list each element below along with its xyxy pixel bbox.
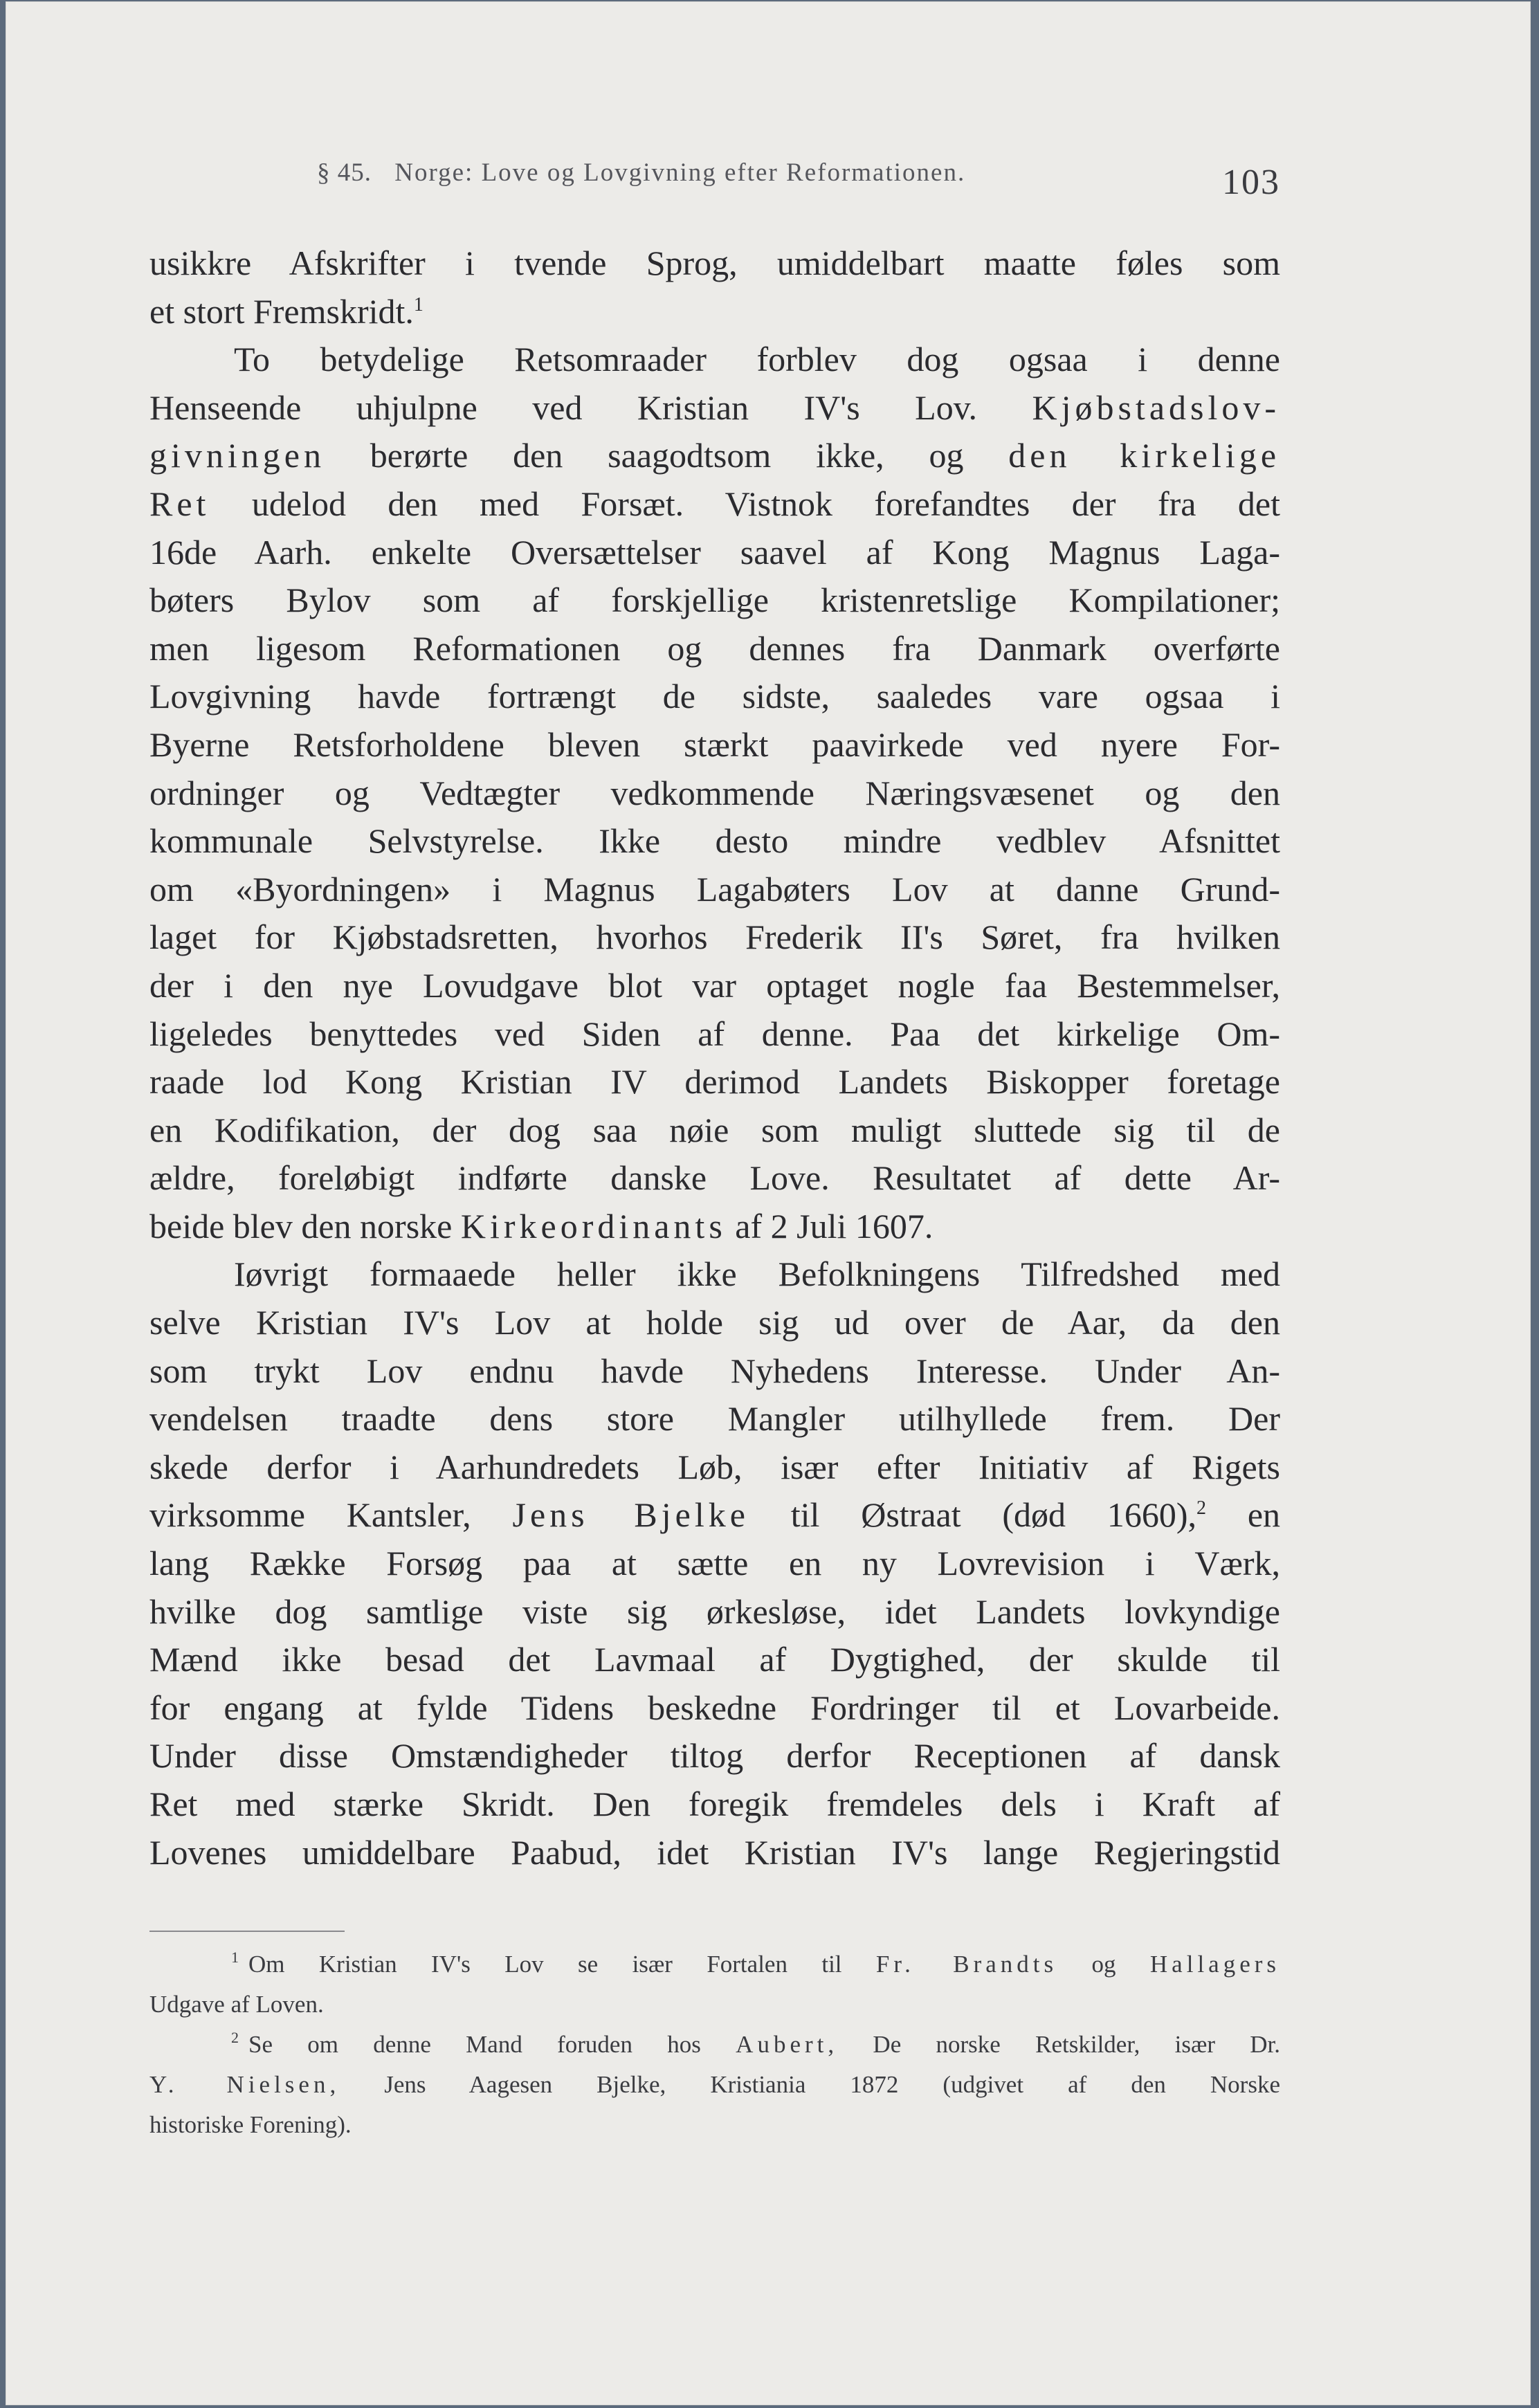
text-line: laget for Kjøbstadsretten, hvorhos Frederik II's Søret, fra hvilken <box>149 918 1280 957</box>
spaced-term: den kirkelige <box>1008 436 1281 475</box>
spaced-name: Hallagers <box>1149 1951 1281 1978</box>
spaced-term: givningen <box>149 436 325 475</box>
text-line: Under disse Omstændigheder tiltog derfor Receptionen af dansk <box>149 1736 1280 1776</box>
spaced-term: Ret <box>149 484 210 523</box>
text-line: 16de Aarh. enkelte Oversættelser saavel af Kong Magnus Laga- <box>149 532 1280 572</box>
footnote-ref: 2 <box>1196 1497 1207 1520</box>
text-line: beide blev den norske Kirkeordinants af 2 Juli 1607. <box>149 1206 934 1246</box>
text-line: ligeledes benyttedes ved Siden af denne. Paa det kirkelige Om- <box>149 1014 1280 1053</box>
text-line: hvilke dog samtlige viste sig ørkesløse, idet Landets lovkyndige <box>149 1591 1280 1631</box>
spaced-term: Kirkeordinants <box>460 1206 727 1246</box>
text-line: Lovenes umiddelbare Paabud, idet Kristian IV's lange Regjeringstid <box>149 1832 1280 1872</box>
text-line: der i den nye Lovudgave blot var optaget nogle faa Bestemmelser, <box>149 965 1280 1005</box>
text-line: men ligesom Reformationen og dennes fra Danmark overførte <box>149 628 1280 668</box>
text-line: en Kodifikation, der dog saa nøie som muligt sluttede sig til de <box>149 1110 1280 1149</box>
footnote-mark: 1 <box>231 1949 239 1966</box>
spaced-name: Aubert, <box>736 2031 839 2058</box>
paragraph-start-line: To betydelige Retsomraader forblev dog ogsaa i denne <box>234 340 1280 379</box>
text-line: et stort Fremskridt.$^1$ <box>149 291 424 331</box>
footnote-1-line: Udgave af Loven. <box>149 1991 324 2018</box>
footnote-divider <box>149 1931 345 1932</box>
footnote-2-line: $^2$ Se om denne Mand foruden hos Aubert, De norske Retskilder, især Dr. <box>231 2029 1281 2058</box>
text-line: selve Kristian IV's Lov at holde sig ud over de Aar, da den <box>149 1303 1280 1342</box>
footnote-ref: 1 <box>413 293 424 316</box>
footnote-2-line: Y. Nielsen, Jens Aagesen Bjelke, Kristiania 1872 (udgivet af den Norske <box>149 2071 1280 2098</box>
running-header <box>317 158 1286 188</box>
text-line: usikkre Afskrifter i tvende Sprog, umiddelbart maatte føles som <box>149 244 1280 282</box>
text-line: givningen berørte den saagodtsom ikke, og den kirkelige <box>149 436 1281 475</box>
book-page <box>6 1 1531 2405</box>
text-line: vendelsen traadte dens store Mangler utilhyllede frem. Der <box>149 1399 1280 1439</box>
text-line: virksomme Kantsler, Jens Bjelke til Østraat (død 1660),$^2$ en <box>149 1495 1281 1535</box>
footnote-mark: 2 <box>231 2029 239 2046</box>
text-line: Mænd ikke besad det Lavmaal af Dygtighed, der skulde til <box>149 1640 1280 1679</box>
text-line: ældre, foreløbigt indførte danske Love. Resultatet af dette Ar- <box>149 1158 1280 1198</box>
text-line: Byerne Retsforholdene bleven stærkt paavirkede ved nyere For- <box>149 724 1280 764</box>
text-line: raade lod Kong Kristian IV derimod Landets Biskopper foretage <box>149 1062 1280 1102</box>
text-line: kommunale Selvstyrelse. Ikke desto mindre vedblev Afsnittet <box>149 821 1280 861</box>
text-line: Henseende uhjulpne ved Kristian IV's Lov. Kjøbstadslov- <box>149 387 1281 427</box>
text-line: lang Række Forsøg paa at sætte en ny Lovrevision i Værk, <box>149 1544 1280 1583</box>
paragraph-start-line: Iøvrigt formaaede heller ikke Befolkningens Tilfredshed med <box>234 1255 1280 1294</box>
text-line: ordninger og Vedtægter vedkommende Næringsvæsenet og den <box>149 773 1280 812</box>
text-line: for engang at fylde Tidens beskedne Fordringer til et Lovarbeide. <box>149 1688 1280 1727</box>
body-text <box>149 239 1280 1877</box>
text-line: som trykt Lov endnu havde Nyhedens Interesse. Under An- <box>149 1351 1280 1390</box>
text-line: Lovgivning havde fortrængt de sidste, saaledes vare ogsaa i <box>149 677 1280 716</box>
footnote-1-line: $^1$ Om Kristian IV's Lov se især Fortalen til Fr. Brandts og Hallagers <box>231 1949 1281 1978</box>
text-line: Ret med stærke Skridt. Den foregik fremdeles dels i Kraft af <box>149 1785 1280 1823</box>
spaced-name: Y. Nielsen, <box>149 2071 340 2098</box>
text-line: bøters Bylov som af forskjellige kristenretslige Kompilationer; <box>149 581 1280 620</box>
footnotes <box>149 1944 1280 2145</box>
spaced-term: Jens Bjelke <box>512 1495 749 1535</box>
section-number: § 45. <box>317 158 372 187</box>
page-number: 103 <box>1222 163 1280 202</box>
footnote-2-line: historiske Forening). <box>149 2111 352 2138</box>
running-title: Norge: Love og Lovgivning efter Reformationen. <box>394 158 966 187</box>
text-line: om «Byordningen» i Magnus Lagabøters Lov at danne Grund- <box>149 869 1280 909</box>
text-line: skede derfor i Aarhundredets Løb, især efter Initiativ af Rigets <box>149 1447 1280 1486</box>
spaced-term: Kjøbstadslov- <box>1032 387 1281 427</box>
spaced-name: Fr. Brandts <box>875 1951 1058 1978</box>
text-line: Ret udelod den med Forsæt. Vistnok forefandtes der fra det <box>149 484 1280 523</box>
